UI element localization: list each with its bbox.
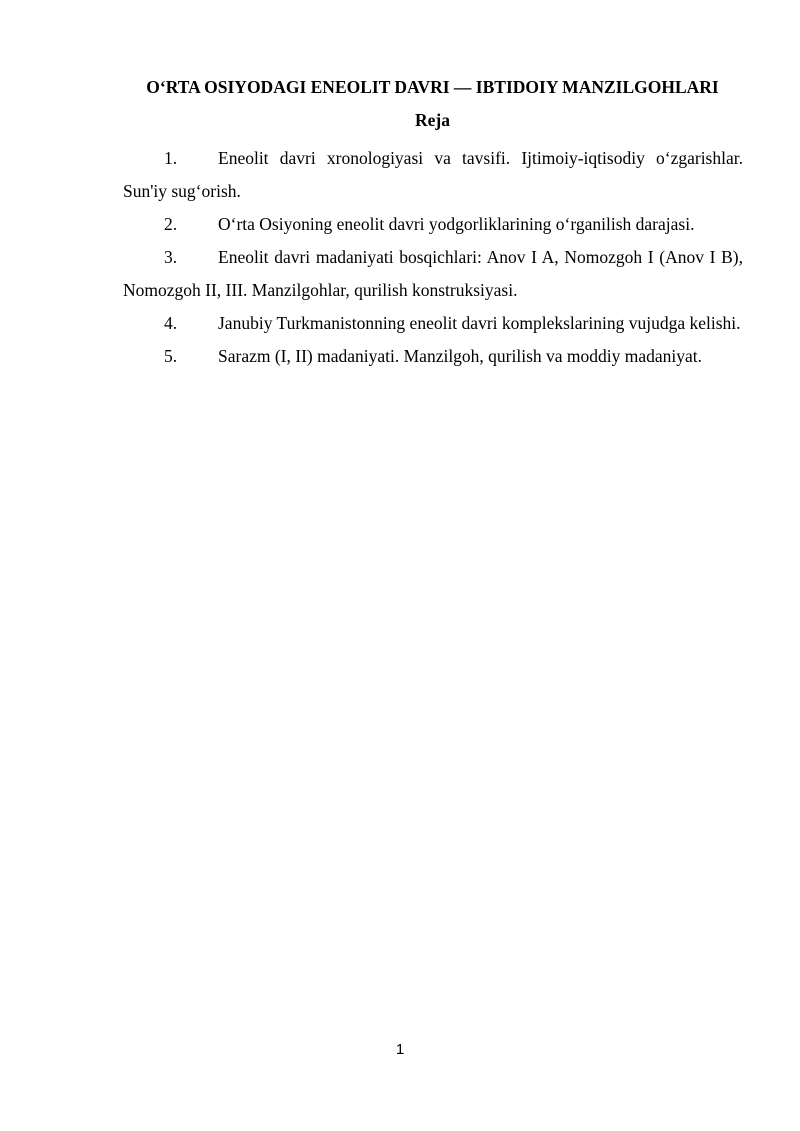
- plan-item-2: [123, 208, 743, 241]
- plan-item-5: [123, 340, 743, 373]
- plan-item-text: Eneolit davri madaniyati bosqichlari: Anov I A, Nomozgoh I (Anov I B), Nomozgoh II, III. Manzilgohlar, qurilish konstruksiyasi.: [123, 247, 743, 300]
- plan-item-1: [123, 142, 743, 208]
- plan-item-number: 1.: [164, 148, 178, 168]
- plan-item-number: 2.: [164, 214, 178, 234]
- plan-item-4: [123, 307, 743, 340]
- plan-heading: Reja: [415, 110, 450, 130]
- plan-item-text: Eneolit davri xronologiyasi va tavsifi. Ijtimoiy-iqtisodiy o‘zgarishlar. Sun'iy sug‘orish.: [123, 148, 743, 201]
- plan-item-text: O‘rta Osiyoning eneolit davri yodgorliklarining o‘rganilish darajasi.: [218, 214, 695, 234]
- plan-list: [123, 142, 743, 373]
- plan-item-text: Janubiy Turkmanistonning eneolit davri komplekslarining vujudga kelishi.: [218, 313, 741, 333]
- plan-item-text: Sarazm (I, II) madaniyati. Manzilgoh, qurilish va moddiy madaniyat.: [218, 346, 703, 366]
- plan-item-number: 3.: [164, 247, 178, 267]
- plan-item-number: 4.: [164, 313, 178, 333]
- page-number: 1: [395, 1041, 405, 1058]
- plan-item-3: [123, 241, 743, 307]
- plan-item-number: 5.: [164, 346, 178, 366]
- document-title: O‘RTA OSIYODAGI ENEOLIT DAVRI — IBTIDOIY MANZILGOHLARI: [146, 77, 719, 97]
